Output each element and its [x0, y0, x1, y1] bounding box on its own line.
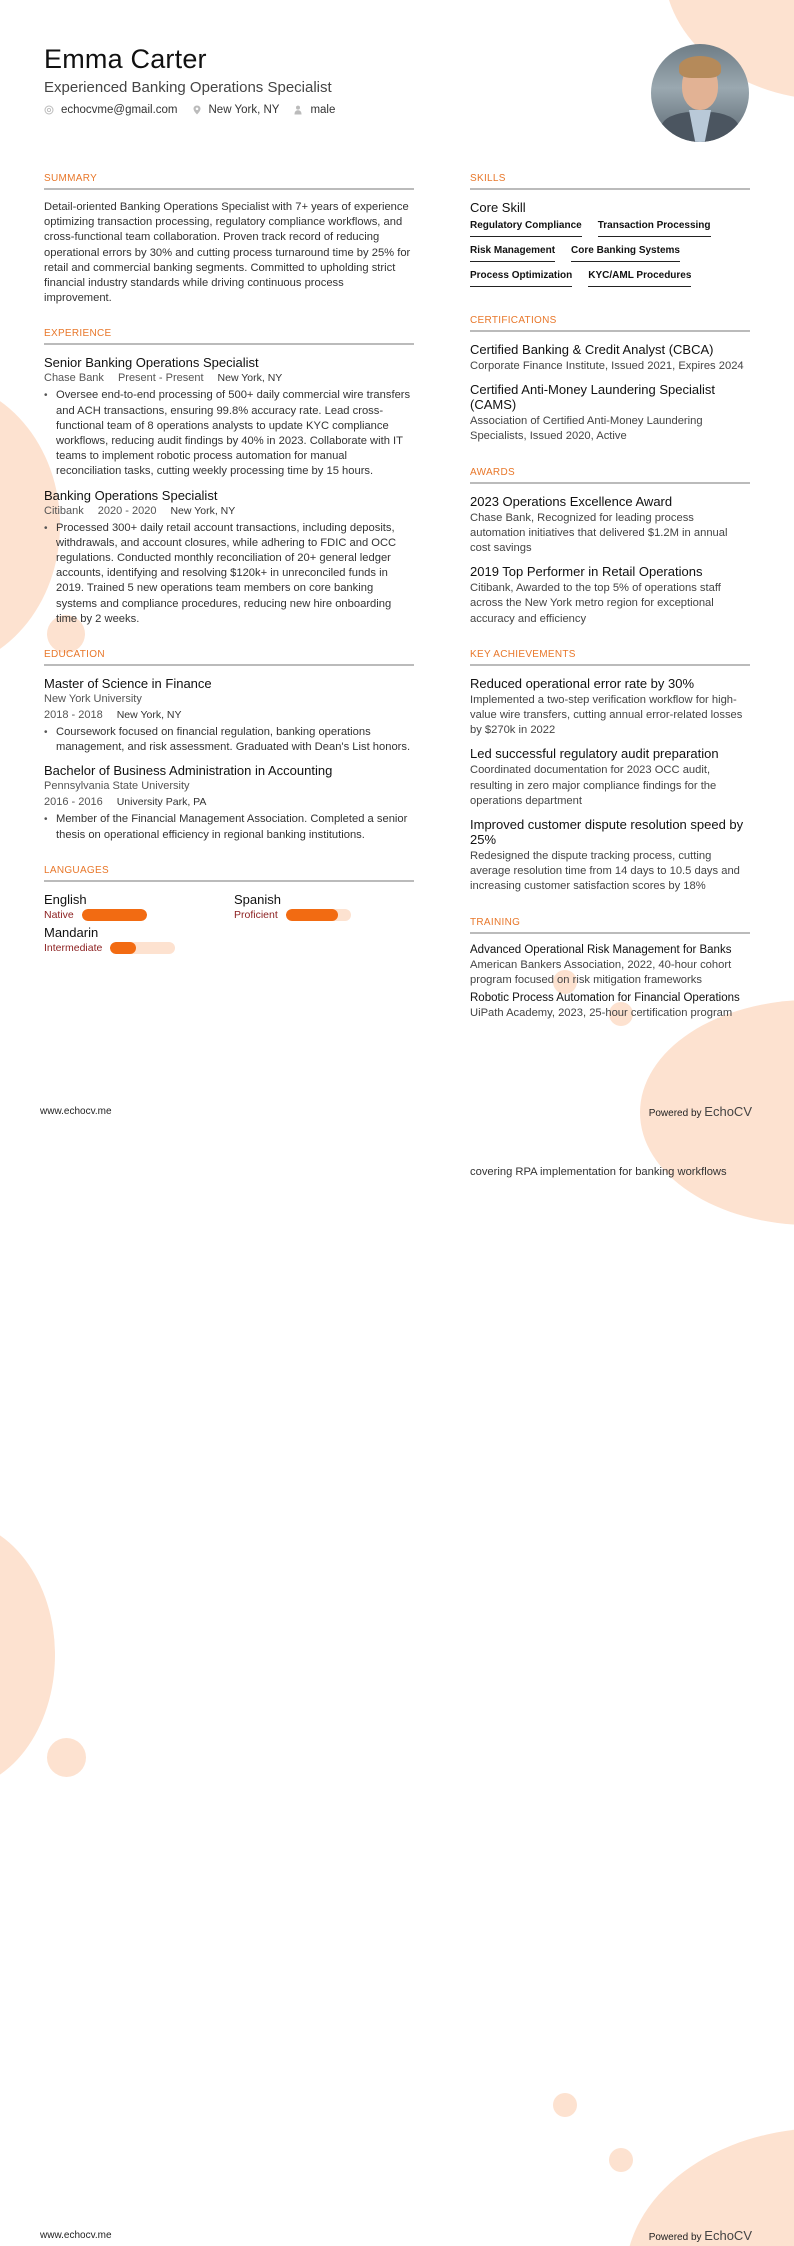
- training-item: [470, 992, 750, 1021]
- language-item: [44, 925, 234, 954]
- job-title: Banking Operations Specialist: [44, 487, 218, 503]
- award-item: [470, 494, 750, 557]
- training-item: [470, 944, 750, 988]
- job-dates: Present - Present: [117, 372, 204, 385]
- summary-section: [44, 173, 414, 306]
- degree-title: Master of Science in Finance: [44, 676, 212, 692]
- summary-heading: SUMMARY: [44, 173, 414, 190]
- language-level: Proficient: [234, 908, 278, 921]
- footer-website[interactable]: www.echocv.me: [40, 1106, 112, 1117]
- language-level: Intermediate: [44, 941, 103, 954]
- job-location: New York, NY: [170, 504, 236, 517]
- decor-dot-right-4: [609, 2148, 633, 2172]
- education-bullet: • Coursework focused on financial regulation, banking operations management, and risk assessment. Graduated with Dean's List honors.: [44, 725, 414, 755]
- language-name: Spanish: [234, 891, 281, 907]
- training-heading: TRAINING: [470, 917, 750, 934]
- skill-tag: Transaction Processing: [598, 220, 711, 237]
- language-proficiency-bar: [110, 942, 175, 954]
- achievement-item: [470, 817, 750, 895]
- experience-heading: EXPERIENCE: [44, 328, 414, 345]
- achievement-name: Reduced operational error rate by 30%: [470, 675, 695, 691]
- certification-name: Certified Anti-Money Laundering Specialist (CAMS): [470, 382, 715, 413]
- language-name: English: [44, 891, 87, 907]
- school-name: [44, 780, 414, 792]
- achievements-heading: KEY ACHIEVEMENTS: [470, 649, 750, 666]
- achievement-name: Improved customer dispute resolution speed by 25%: [470, 817, 744, 848]
- achievement-item: [470, 676, 750, 739]
- job-company: Chase Bank: [44, 372, 104, 385]
- experience-item: [44, 355, 414, 479]
- education-dates: 2016 - 2016: [44, 796, 103, 809]
- certification-detail: Corporate Finance Institute, Issued 2021, Expires 2024: [470, 360, 744, 372]
- certifications-heading: CERTIFICATIONS: [470, 315, 750, 332]
- contact-list: [44, 104, 349, 116]
- candidate-title: Experienced Banking Operations Specialist: [44, 79, 332, 96]
- language-level: Native: [44, 908, 74, 921]
- right-column: [470, 173, 750, 1029]
- skill-group-title: Core Skill: [470, 200, 526, 215]
- education-item: [44, 763, 414, 842]
- education-section: [44, 649, 414, 843]
- person-icon: [293, 105, 303, 115]
- certifications-section: [470, 315, 750, 445]
- awards-section: [470, 467, 750, 627]
- experience-section: [44, 328, 414, 627]
- job-location: New York, NY: [217, 372, 283, 385]
- certification-item: [470, 342, 750, 374]
- candidate-name: Emma Carter: [44, 44, 207, 74]
- experience-item: [44, 488, 414, 627]
- skills-section: [470, 173, 750, 295]
- skills-heading: SKILLS: [470, 173, 750, 190]
- achievement-detail: Redesigned the dispute tracking process, cutting average resolution time from 14 days to 10.5 days and increasing customer satisfaction scores by 18%: [470, 850, 740, 893]
- footer-brand: EchoCV: [704, 2228, 752, 2243]
- achievement-detail: Coordinated documentation for 2023 OCC audit, resulting in zero major compliance findings for the operations department: [470, 764, 717, 807]
- education-meta: [44, 709, 414, 721]
- education-bullet: • Member of the Financial Management Association. Completed a senior thesis on operational efficiency in regional banking institutions.: [44, 812, 414, 842]
- education-bullets: [44, 725, 414, 755]
- degree-title: Bachelor of Business Administration in Accounting: [44, 763, 333, 779]
- education-meta: [44, 796, 414, 808]
- skill-tag: Process Optimization: [470, 270, 572, 287]
- skill-tag: KYC/AML Procedures: [588, 270, 691, 287]
- award-item: [470, 564, 750, 627]
- certification-detail: Association of Certified Anti-Money Laundering Specialists, Issued 2020, Active: [470, 415, 703, 443]
- training-section: [470, 917, 750, 1022]
- award-detail: Chase Bank, Recognized for leading process automation initiatives that delivered $1.2M in annual cost savings: [470, 511, 728, 555]
- language-list: [44, 892, 414, 954]
- page-footer-1: [40, 1104, 752, 1119]
- language-proficiency-bar: [286, 909, 351, 921]
- award-name: 2019 Top Performer in Retail Operations: [470, 564, 703, 580]
- job-bullets: [44, 521, 414, 627]
- location-pin-icon: [192, 105, 202, 115]
- education-location: New York, NY: [116, 709, 182, 722]
- contact-location-text: New York, NY: [208, 104, 280, 116]
- contact-gender: [293, 104, 335, 116]
- school-text: New York University: [44, 693, 142, 706]
- training-overflow-text: covering RPA implementation for banking workflows: [470, 1166, 727, 1178]
- education-bullets: [44, 812, 414, 842]
- education-heading: EDUCATION: [44, 649, 414, 666]
- resume-header: [44, 44, 349, 116]
- award-detail: Citibank, Awarded to the top 5% of operations staff across the New York metro region for exceptional accuracy and efficiency: [470, 582, 721, 625]
- decor-dot-right-3: [553, 2093, 577, 2117]
- at-icon: [44, 105, 54, 115]
- skill-tags: [470, 220, 750, 295]
- job-meta: [44, 372, 414, 384]
- achievements-section: [470, 649, 750, 895]
- summary-text: Detail-oriented Banking Operations Specialist with 7+ years of experience optimizing transaction processing, regulatory compliance workflows, and cross-functional team collaboration. Proven track record of reducing operational errors by 30% and cutting process turnaround time by 25% for retail and commercial banking segments. Committed to upholding strict financial industry standards while driving continuous process improvement.: [44, 201, 411, 305]
- language-name: Mandarin: [44, 924, 99, 940]
- footer-powered-label: Powered by: [648, 2232, 702, 2243]
- job-meta: [44, 505, 414, 517]
- left-column: [44, 173, 414, 954]
- school-name: [44, 693, 414, 705]
- skill-tag: Regulatory Compliance: [470, 220, 582, 237]
- contact-gender-text: male: [310, 104, 336, 116]
- school-text: Pennsylvania State University: [44, 780, 190, 793]
- training-detail: American Bankers Association, 2022, 40-hour cohort program focused on risk mitigation frameworks: [470, 958, 732, 986]
- language-item: [234, 892, 424, 921]
- contact-email-text: echocvme@gmail.com: [61, 104, 178, 116]
- job-bullet: • Oversee end-to-end processing of 500+ daily commercial wire transfers and ACH transactions, ensuring 99.8% accuracy rate. Lead cross-functional team of 8 operations analysts to update KYC compliance workflows, reducing audit findings by 40% in 2023. Collaborate with IT teams to implement robotic process automation for manual reconciliation tasks, cutting weekly processing time by 15 hours.: [44, 388, 414, 479]
- decor-dot-left-2: [47, 1738, 86, 1777]
- page-footer-2: [40, 2228, 752, 2243]
- languages-section: [44, 865, 414, 954]
- job-bullets: [44, 388, 414, 479]
- job-title: Senior Banking Operations Specialist: [44, 355, 259, 371]
- training-detail: UiPath Academy, 2023, 25-hour certification program: [470, 1007, 733, 1020]
- footer-powered: [649, 1104, 752, 1119]
- education-location: University Park, PA: [116, 796, 207, 809]
- footer-powered-label: Powered by: [648, 1108, 702, 1119]
- achievement-detail: Implemented a two-step verification workflow for high-value wire transfers, cutting annual error-related losses by $270k in 2022: [470, 693, 743, 737]
- job-dates: 2020 - 2020: [97, 504, 157, 517]
- profile-photo: [651, 44, 749, 142]
- footer-website[interactable]: www.echocv.me: [40, 2230, 112, 2241]
- training-name: Robotic Process Automation for Financial Operations: [470, 992, 740, 1005]
- language-item: [44, 892, 234, 921]
- achievement-item: [470, 746, 750, 809]
- certification-name: Certified Banking & Credit Analyst (CBCA): [470, 342, 714, 357]
- contact-location: [192, 104, 280, 116]
- education-item: [44, 676, 414, 755]
- certification-item: [470, 382, 750, 444]
- achievement-name: Led successful regulatory audit preparation: [470, 746, 719, 762]
- award-name: 2023 Operations Excellence Award: [470, 493, 673, 509]
- decor-blob-left-2: [0, 1520, 55, 1790]
- languages-heading: LANGUAGES: [44, 865, 414, 882]
- skill-tag: Risk Management: [470, 245, 555, 262]
- language-proficiency-bar: [82, 909, 147, 921]
- skill-tag: Core Banking Systems: [571, 245, 680, 262]
- job-company: Citibank: [44, 504, 84, 517]
- job-bullet: • Processed 300+ daily retail account transactions, including deposits, withdrawals, and account closures, while adhering to FDIC and OCC regulations. Conducted monthly reconciliation of 20+ general ledger accounts, identifying and resolving $120k+ in unreconciled funds in 2019. Trained 5 new operations team members on core banking systems and compliance procedures, reducing new hire onboarding time by 2 weeks.: [44, 521, 414, 627]
- awards-heading: AWARDS: [470, 467, 750, 484]
- training-name: Advanced Operational Risk Management for Banks: [470, 943, 732, 956]
- footer-brand: EchoCV: [704, 1104, 752, 1119]
- footer-powered: [649, 2228, 752, 2243]
- contact-email[interactable]: [44, 104, 178, 116]
- education-dates: 2018 - 2018: [44, 709, 103, 722]
